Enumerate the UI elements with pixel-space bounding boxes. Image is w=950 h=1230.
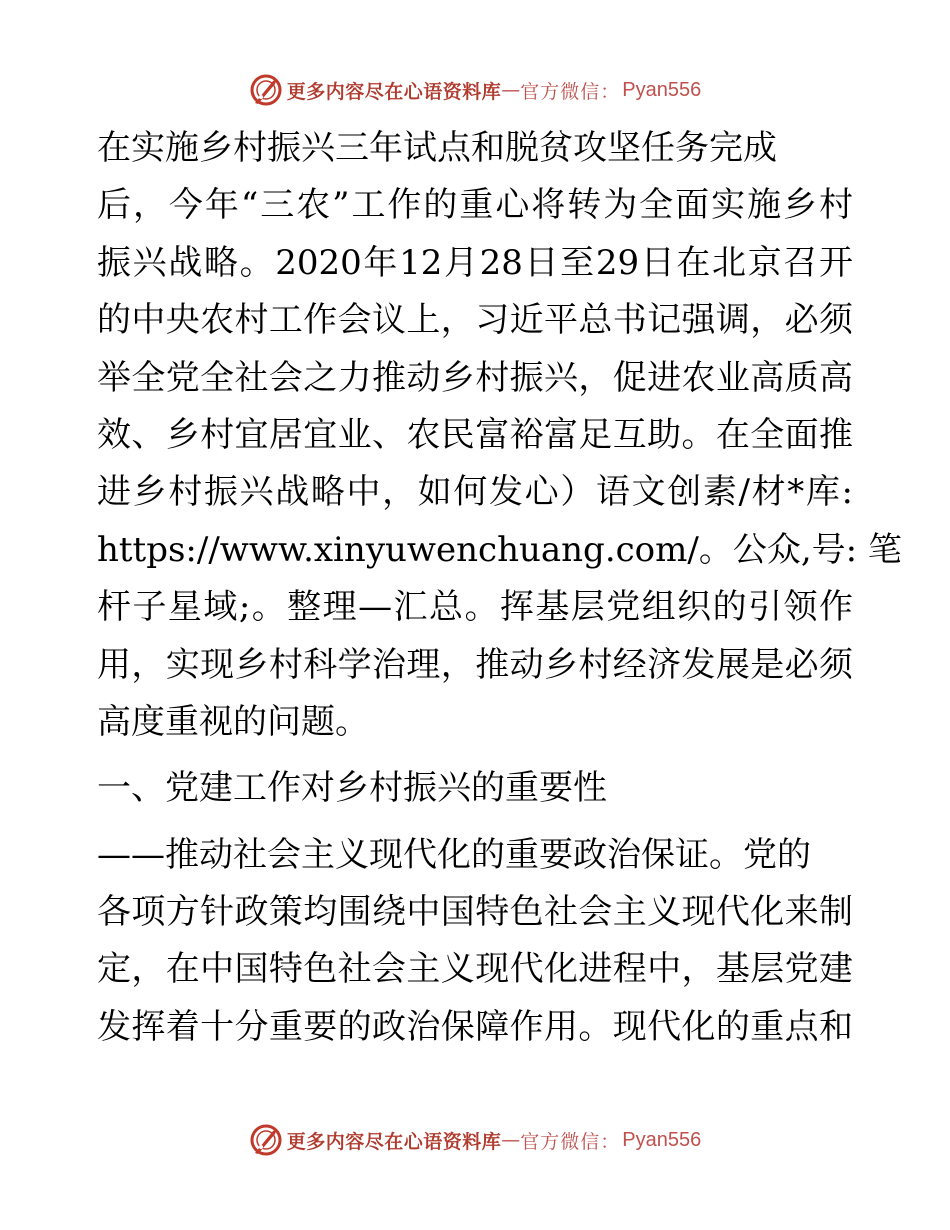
text-line: 定，在中国特色社会主义现代化进程中，基层党建 — [97, 949, 853, 990]
text-line: 高度重视的问题。 — [97, 701, 369, 742]
text-line: ——推动社会主义现代化的重要政治保证。党的 — [97, 834, 811, 875]
watermark-secondary-text: 官方微信： — [520, 1130, 621, 1153]
text-line: 效、乡村宜居宜业、农民富裕富足互助。在全面推 — [97, 414, 853, 455]
watermark-wechat-id: Pyan556 — [622, 1128, 702, 1151]
text-line: 振兴战略。2020年12月28日至29日在北京召开 — [97, 242, 853, 283]
watermark-dash: — — [501, 1129, 521, 1151]
heading-line: 一、党建工作对乡村振兴的重要性 — [97, 768, 607, 809]
text-line: 用，实现乡村科学治理，推动乡村经济发展是必须 — [97, 644, 853, 685]
text-line: 举全党全社会之力推动乡村振兴，促进农业高质高 — [97, 357, 853, 398]
document-body — [97, 120, 902, 1056]
watermark-main-text: 更多内容尽在心语资料库 — [286, 80, 502, 103]
watermark-main-text: 更多内容尽在心语资料库 — [286, 1130, 502, 1153]
text-line: 的中央农村工作会议上，习近平总书记强调，必须 — [97, 300, 853, 341]
text-line: 后，今年“三农”工作的重心将转为全面实施乡村 — [97, 185, 853, 226]
text-line: https://www.xinyuwenchuang.com/。公众,号: 笔 — [97, 529, 902, 570]
text-line: 在实施乡村振兴三年试点和脱贫攻坚任务完成 — [97, 128, 777, 168]
watermark-wechat-id: Pyan556 — [622, 78, 702, 101]
paragraph-intro — [97, 120, 902, 751]
quill-logo-icon — [249, 73, 283, 107]
header-watermark — [0, 70, 950, 110]
footer-watermark — [0, 1120, 950, 1160]
section-heading — [97, 760, 853, 817]
text-line: 发挥着十分重要的政治保障作用。现代化的重点和 — [97, 1006, 853, 1047]
watermark-dash: — — [501, 79, 521, 101]
text-line: 各项方针政策均围绕中国特色社会主义现代化来制 — [97, 892, 853, 933]
watermark-secondary-text: 官方微信： — [520, 80, 621, 103]
text-line: 进乡村振兴战略中，如何发心）语文创素/材*库: — [97, 472, 853, 513]
paragraph-section-one — [97, 827, 853, 1057]
text-line: 杆子星域;。整理—汇总。挥基层党组织的引领作 — [97, 587, 853, 628]
quill-logo-icon — [249, 1123, 283, 1157]
